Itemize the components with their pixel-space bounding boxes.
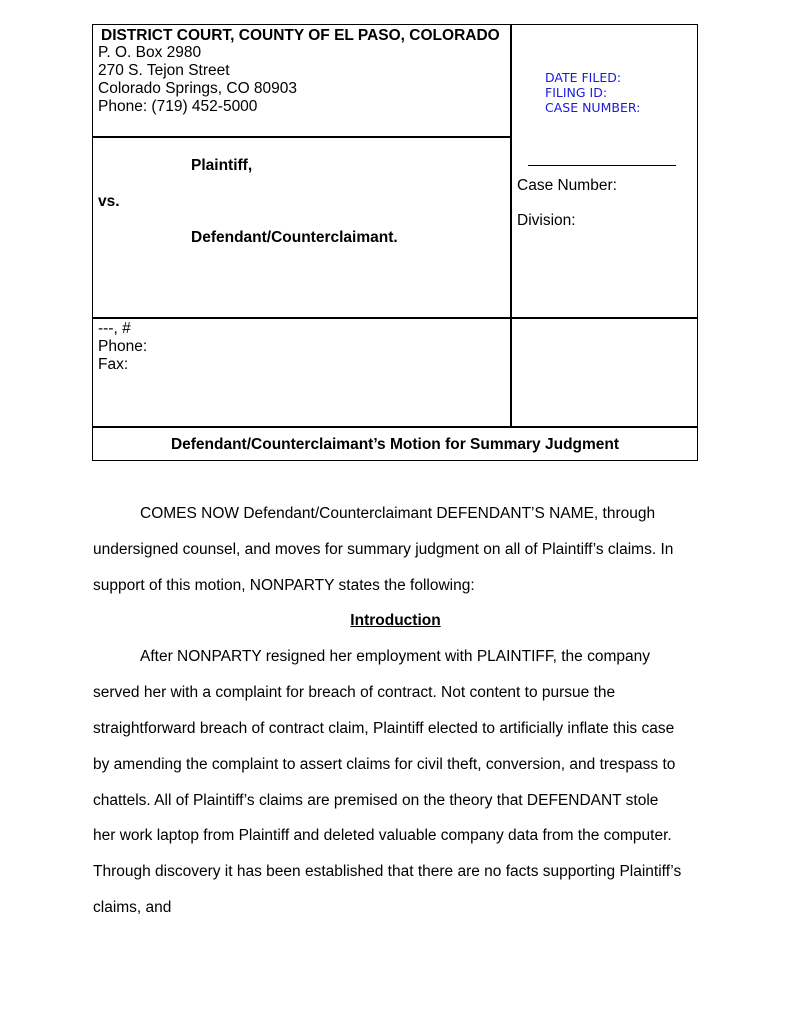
court-use-line bbox=[528, 165, 676, 166]
filing-id-label: FILING ID: bbox=[545, 85, 608, 100]
court-address-line: Colorado Springs, CO 80903 bbox=[98, 80, 298, 97]
body-paragraph-line: After NONPARTY resigned her employment with PLAINTIFF, the company bbox=[140, 648, 650, 665]
section-heading-introduction: Introduction bbox=[350, 612, 441, 629]
caption-divider-attorney bbox=[92, 426, 698, 428]
body-paragraph-line: COMES NOW Defendant/Counterclaimant DEFENDANT’S NAME, through bbox=[140, 505, 656, 522]
division-label: Division: bbox=[517, 212, 576, 229]
body-paragraph-line: chattels. All of Plaintiff’s claims are premised on the theory that DEFENDANT stole bbox=[93, 792, 659, 809]
body-paragraph-line: claims, and bbox=[93, 899, 172, 916]
caption-divider-court bbox=[92, 136, 512, 138]
attorney-fax: Fax: bbox=[98, 356, 129, 373]
body-paragraph-line: Through discovery it has been established that there are no facts supporting Plaintiff’s bbox=[93, 863, 682, 880]
document-title: Defendant/Counterclaimant’s Motion for Summary Judgment bbox=[170, 436, 620, 453]
body-paragraph-line: her work laptop from Plaintiff and deleted valuable company data from the computer. bbox=[93, 827, 672, 844]
body-paragraph-line: served her with a complaint for breach of contract. Not content to pursue the bbox=[93, 684, 616, 701]
court-address-line: P. O. Box 2980 bbox=[98, 44, 202, 61]
date-filed-label: DATE FILED: bbox=[545, 70, 622, 85]
court-phone: Phone: (719) 452-5000 bbox=[98, 98, 258, 115]
versus-label: vs. bbox=[98, 193, 120, 210]
body-paragraph-line: by amending the complaint to assert claims for civil theft, conversion, and trespass to bbox=[93, 756, 676, 773]
case-number-label: Case Number: bbox=[517, 177, 617, 194]
body-paragraph-line: undersigned counsel, and moves for summary judgment on all of Plaintiff’s claims. In bbox=[93, 541, 674, 558]
defendant-label: Defendant/Counterclaimant. bbox=[191, 229, 398, 246]
body-paragraph-line: straightforward breach of contract claim, Plaintiff elected to artificially inflate this case bbox=[93, 720, 675, 737]
body-paragraph-line: support of this motion, NONPARTY states the following: bbox=[93, 577, 475, 594]
court-address-line: 270 S. Tejon Street bbox=[98, 62, 230, 79]
attorney-registration: ---, # bbox=[98, 320, 131, 337]
court-name: DISTRICT COURT, COUNTY OF EL PASO, COLORADO bbox=[101, 27, 500, 44]
attorney-phone: Phone: bbox=[98, 338, 148, 355]
caption-divider-parties bbox=[92, 317, 698, 319]
plaintiff-label: Plaintiff, bbox=[191, 157, 253, 174]
caption-column-divider bbox=[510, 25, 512, 427]
case-number-stamp-label: CASE NUMBER: bbox=[545, 100, 641, 115]
